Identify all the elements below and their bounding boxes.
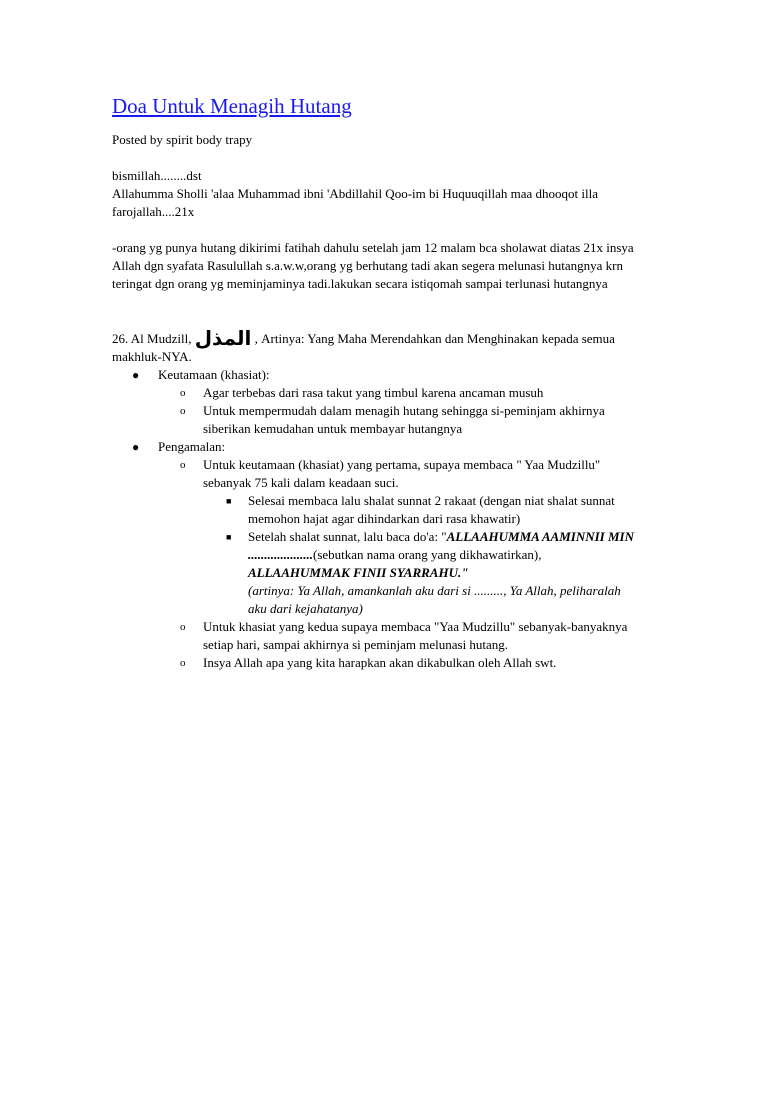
section-prefix: 26. Al Mudzill, — [112, 331, 192, 346]
list-item — [203, 528, 642, 618]
prayer-line-1: bismillah........dst — [112, 168, 202, 183]
bullet-circle-icon: o — [180, 387, 186, 399]
bullet-square-icon: ■ — [226, 496, 232, 506]
keutamaan-list — [158, 384, 642, 438]
keutamaan-item-2: Untuk mempermudah dalam menagih hutang sehingga si-peminjam akhirnya siberikan kemudahan untuk membayar hutangnya — [203, 403, 605, 436]
list-item — [158, 384, 642, 402]
prayer-line-2: Allahumma Sholli 'alaa Muhammad ibni 'Abdillahil Qoo-im bi Huquuqillah maa dhooqot illa farojallah....21x — [112, 186, 598, 219]
list-item — [158, 402, 642, 438]
list-item — [158, 654, 642, 672]
bullet-circle-icon: o — [180, 657, 186, 669]
pengamalan-sublist — [203, 492, 642, 618]
doa-text-1: ALLAAHUMMA AAMINNII MIN .................... — [248, 529, 634, 562]
post-title-link[interactable]: Doa Untuk Menagih Hutang — [112, 94, 352, 118]
section-heading — [112, 326, 642, 366]
section-suffix: , Artinya: Yang Maha Merendahkan dan Menghinakan kepada semua makhluk-NYA. — [112, 331, 615, 364]
prayer-block — [112, 167, 642, 221]
list-item — [158, 618, 642, 654]
bullet-circle-icon: o — [180, 405, 186, 417]
list-item — [158, 456, 642, 618]
doa-intro: Setelah shalat sunnat, lalu baca do'a: " — [248, 529, 447, 544]
pengamalan-label: Pengamalan: — [158, 439, 226, 454]
arabic-name: المذل — [194, 326, 252, 350]
document-page — [0, 92, 642, 672]
keutamaan-item-1: Agar terbebas dari rasa takut yang timbul karena ancaman musuh — [203, 385, 544, 400]
bullet-disc-icon: ● — [132, 368, 140, 382]
bullet-disc-icon: ● — [132, 440, 140, 454]
keutamaan-label: Keutamaan (khasiat): — [158, 367, 270, 382]
pengamalan-sub-1: Selesai membaca lalu shalat sunnat 2 rakaat (dengan niat shalat sunnat memohon hajat agar dihindarkan dari rasa khawatir) — [248, 493, 615, 526]
pengamalan-item-1: Untuk keutamaan (khasiat) yang pertama, supaya membaca " Yaa Mudzillu" sebanyak 75 kali dalam keadaan suci. — [203, 457, 601, 490]
pengamalan-item-3: Insya Allah apa yang kita harapkan akan dikabulkan oleh Allah swt. — [203, 655, 557, 670]
bullet-circle-icon: o — [180, 621, 186, 633]
list-item-keutamaan — [112, 366, 642, 438]
posted-by: Posted by spirit body trapy — [112, 132, 253, 147]
doa-text-2: ALLAAHUMMAK FINII SYARRAHU." — [248, 565, 469, 580]
instruction-paragraph: -orang yg punya hutang dikirimi fatihah dahulu setelah jam 12 malam bca sholawat diatas 21x insya Allah dgn syafata Rasulullah s.a.w.w,orang yg berhutang tadi akan segera melunasi hutangnya krn teringat dgn orang yg meminjaminya tadi.lakukan secara istiqomah sampai terlunasi hutangnya — [112, 240, 634, 291]
pengamalan-list — [158, 456, 642, 672]
doa-meaning: (artinya: Ya Allah, amankanlah aku dari si ........., Ya Allah, peliharalah aku dari kejahatanya) — [248, 583, 621, 616]
list-item-pengamalan — [112, 438, 642, 672]
pengamalan-item-2: Untuk khasiat yang kedua supaya membaca "Yaa Mudzillu" sebanyak-banyaknya setiap hari, sampai akhirnya si peminjam melunasi hutang. — [203, 619, 628, 652]
bullet-circle-icon: o — [180, 459, 186, 471]
bullet-square-icon: ■ — [226, 532, 232, 542]
doa-note: (sebutkan nama orang yang dikhawatirkan), — [313, 547, 542, 562]
list-item — [203, 492, 642, 528]
main-list — [112, 366, 642, 672]
